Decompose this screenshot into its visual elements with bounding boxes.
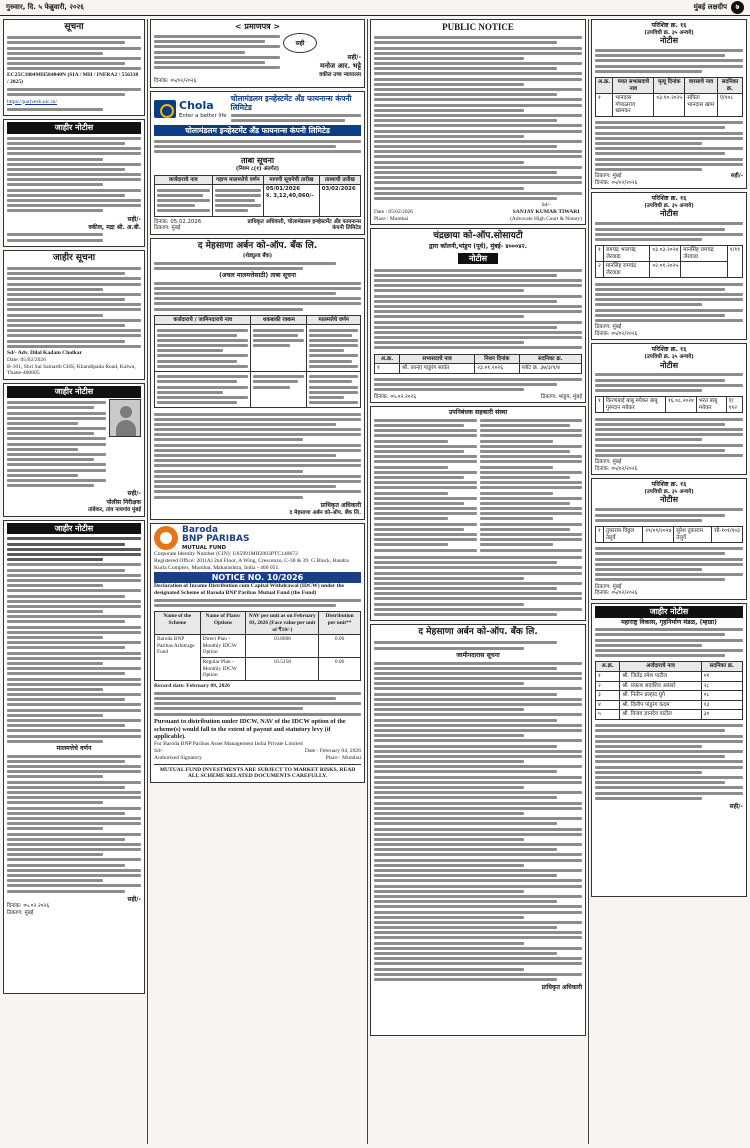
- notice-title: नोटीस: [659, 36, 679, 46]
- baroda-notice-number: NOTICE NO. 10/2026: [154, 572, 361, 584]
- police-station: तांबेकर, तांव नायगांव मुंबई: [88, 506, 141, 513]
- table-row: Regular Plan - Monthly IDCW Option 10.5158 0.06: [155, 658, 361, 681]
- page-header: [0, 0, 750, 16]
- chola-logo: Chola Enter a better life: [154, 99, 227, 119]
- column-rule: [147, 19, 148, 1144]
- chola-band: चोलामंडलम इन्व्हेस्टमेंट अँड फायनान्स कंपनी लिमिटेड: [154, 125, 361, 136]
- mutual-fund-disclaimer: MUTUAL FUND INVESTMENTS ARE SUBJECT TO MARKET RISKS, READ ALL SCHEME RELATED DOCUMENTS CAREFULLY.: [154, 764, 361, 781]
- mehsana-bank-title: द मेहसाणा अर्बन को-ऑप. बँक लि.: [197, 240, 318, 251]
- notice-title: जाहीर नोटीस: [7, 523, 141, 535]
- table-header-row: Name of the Scheme Name of Plans/ Options NAV per unit as on February 03, 2026 (Face value per unit of ₹10/-) Distribution per unit**: [155, 612, 361, 635]
- table-row: ५ श्री. विजय ज्ञानदेव पाटील ३०: [596, 710, 743, 720]
- chola-rule: (नियम ८(१) अंतर्गत): [235, 166, 280, 173]
- notice-date: दिनांक: ०५/०२/२०२६: [154, 78, 197, 85]
- chola-signatory: प्राधिकृत अधिकारी, चोलामंडलम इन्व्हेस्टमेंट अँड फायनान्स कंपनी लिमिटेड: [247, 218, 361, 232]
- table-header-row: अ.क्र. सभासदाचे नाव निधन दिनांक सदनिका क्र.: [375, 354, 582, 364]
- deceased-member-table: [595, 77, 743, 117]
- notice-title: जाहीर नोटीस: [7, 386, 141, 398]
- society-table: [374, 354, 582, 374]
- notice-title: नोटीस: [458, 253, 498, 265]
- advocate-role: वकील, मद्रा श्री. अ.बी.: [88, 223, 141, 231]
- mehsana-sub: (शेड्युल्ड बँक): [242, 252, 273, 259]
- table-row: १ किरणबाई बाबू मयेकर बाबू गुरूदान मयेकर १६.०८.२०२४ भरत बाबू मयेकर ए/११२: [596, 397, 743, 413]
- table-row: १ श्री. कान्हा पाडुरंग सावंत २३.०१.२०२६ प्लॉट क्र. ३७/३/९/४: [375, 364, 582, 374]
- mhada-table: [595, 661, 743, 720]
- baroda-date: Date : February 04, 2026: [304, 748, 361, 755]
- chandrachhaya-society-notice: [370, 228, 586, 403]
- public-notice: PUBLIC NOTICE Date : 05/02/2026 Place : Mumbai Sd/- SANJAY KUMAR TIWARI (Advocate High Court & Notary): [370, 19, 586, 225]
- baroda-office: Registered Office: 201(A) 2nd Floor, A Wing, Crescenzo, C-38 & 39, G Block, Bandra Kurla Complex, Mumbai, Maharashtra, India - 400 051.: [154, 557, 349, 571]
- notice-title: जाहीर सूचना: [52, 252, 96, 263]
- baroda-cin: Corporate Identity Number (CIN): U65991MH2003PTC140672: [154, 551, 298, 558]
- table-header-row: अ.क्र. अर्जदाराचे नाव सदनिका क्र.: [596, 662, 743, 672]
- chola-possession-notice: [150, 91, 365, 235]
- notice-place: Place : Mumbai: [374, 215, 409, 222]
- mhada-notice: [591, 603, 747, 897]
- table-row: [155, 372, 361, 408]
- column-1: [3, 19, 145, 1144]
- column-rule: [588, 19, 589, 1144]
- table-row: १ श्री. जितेंद्र रमेश पाटील ०१: [596, 672, 743, 682]
- baroda-logo: Baroda BNP PARIBAS MUTUAL FUND: [154, 526, 361, 551]
- baroda-table: [154, 611, 361, 680]
- chola-table: [154, 175, 361, 217]
- notice-date: दिनांक: 05.02.2026: [154, 218, 202, 225]
- police-signature: सही/-: [127, 490, 141, 498]
- mehsana-signatory: प्राधिकृत अधिकारी: [320, 501, 361, 509]
- baroda-place: Place : Mumbai: [325, 754, 361, 761]
- table-row: ३ श्री. नितीन प्रल्हाद घुगे ०८: [596, 691, 743, 701]
- column-rule: [367, 19, 368, 1144]
- column-4: [591, 19, 747, 1144]
- ec-reference: EC25C3804MH584840N (SIA / MH / INFRA2 / 556338 / 2025): [7, 72, 139, 86]
- notice-title: नोटीस: [659, 360, 679, 370]
- table-header-row: कर्जदाराचे नाव गहाण मालमत्तेचे वर्णन मागणी सूचनेची तारीख ताब्याची तारीख: [155, 175, 361, 185]
- notice-title: जाहीर नोटीस: [595, 606, 743, 618]
- signatory: Sd/- Adv. Dilal Kadam Cholkar: [7, 349, 83, 356]
- society-address: द्वारा कॉलनी,भांडुप (पूर्व), मुंबई- ४०००४२.: [428, 243, 528, 251]
- column-2: [150, 19, 365, 1144]
- baroda-authorised-signatory: Authorised Signatory: [154, 754, 203, 761]
- advocate-signature: सही/-: [347, 53, 361, 61]
- society-notice-1: परिशिष्ट क्र. १६ (उपविधी क्र. ३५ अन्वये) नोटीस अ.क्र. मयत सभासदाचे नाव मृत्यू दिनांक वारसाचे नाव सदनिका क्र. १ भानदास गोपाळराव खामकर ०३.१०.२०२५ सविता भानदास खाम ए/१०८ ठिकाण: मुंबई दिनांक: ०५/०२/२०२६ सही/-: [591, 19, 747, 189]
- table-row: १ भानदास गोपाळराव खामकर ०३.१०.२०२५ सविता भानदास खाम ए/१०८: [596, 94, 743, 117]
- advocate-role: वकील उच्च न्यायालय: [319, 71, 361, 78]
- table-row: २ श्री. प्रकाश सदाशिव अवसरे २८: [596, 681, 743, 691]
- notice-title: जाहीर नोटीस: [7, 122, 141, 134]
- police-role: पोलीस निरीक्षक: [106, 498, 141, 506]
- society-notice-4: परिशिष्ट क्र. १६ (उपविधी क्र. ३५ अन्वये) नोटीस १ तुकाराम विठ्ठल तेलुर्वे २९/०९/२०२४ सुरेश तुकाराम तेलुर्वे सी-१०१/१०३ ठिकाण: मुंबई दिनांक: ०५/०२/२०२६: [591, 478, 747, 600]
- notice-title: उपनिबंधक सहकारी संस्था: [448, 409, 508, 417]
- notice-place: ठिकाण: मुंबई: [7, 909, 34, 916]
- column-3: [370, 19, 586, 1144]
- page-number: ७: [731, 1, 744, 14]
- chola-logo-icon: [154, 100, 176, 118]
- notice-pramanpatra: [150, 19, 365, 88]
- table-row: 05/01/2026 रु. 3,12,40,060/- 03/02/2026: [155, 185, 361, 216]
- mehsana-notice-type: जामीनदारास सूचना: [456, 651, 500, 659]
- table-header-row: कर्जदाराचे / जामिनदाराचे नाव थकबाकी रक्कम मालमत्तेचे वर्णन: [155, 315, 361, 325]
- deceased-member-table: [595, 245, 743, 278]
- mhada-title: महाराष्ट्र विकास, गृहनिर्माण मंडळ, (म्हाडा): [621, 618, 717, 626]
- advocate-name: मनोज आर. भट्टे: [320, 62, 361, 71]
- baroda-declaration: Declaration of Income Distribution cum Capital Withdrawal (IDCW) under the designated Scheme of Baroda BNP Paribas Mutual Fund (the Fund): [154, 583, 345, 597]
- notice-jaher-2: [3, 383, 145, 516]
- notice-title: नोटीस: [659, 209, 679, 219]
- table-row: २ मानसिंह रामचंद्र जेरवाडा ०२.०१.२०२५: [596, 262, 743, 278]
- signatory-address: B-101, Shri Sai Samarth CHS, Khandipada Road, Kalwa, Thane-400605: [7, 363, 136, 377]
- notice-place: ठिकाण: मुंबई: [154, 225, 181, 232]
- signatory-date: Date: 05/02/2026: [7, 356, 46, 363]
- notice-date: दिनांक: ०५.०२.२०२६: [7, 903, 50, 910]
- table-row: १ तुकाराम विठ्ठल तेलुर्वे २९/०९/२०२४ सुरेश तुकाराम तेलुर्वे सी-१०१/१०३: [596, 526, 743, 542]
- society-name: चंद्रछाया को-ऑप.सोसायटी: [433, 231, 523, 242]
- mehsana-signatory: प्राधिकृत अधिकारी: [541, 984, 582, 992]
- mehsana-table: [154, 315, 361, 409]
- table-row: १ रामचंद्र भालचंद्र जेरवाडा ०३.०३.२०२४ मानसिंह रामचंद्र जेरवाडा १/११: [596, 246, 743, 262]
- table-header-row: अ.क्र. मयत सभासदाचे नाव मृत्यू दिनांक वारसाचे नाव सदनिका क्र.: [596, 78, 743, 94]
- notice-date: Date : 05/02/2026: [374, 208, 413, 215]
- notice-jaher-3: [3, 520, 145, 994]
- advocate-role: (Advocate High Court & Notary): [510, 215, 582, 222]
- chola-notice-title: ताबा सूचना: [240, 155, 275, 165]
- mehsana-possession-notice: [150, 238, 365, 520]
- baroda-pursuant: Pursuant to distribution under IDCW, NAV of the IDCW option of the scheme(s) would fall to the extent of payout and statutory levy (if applicable).: [154, 717, 346, 741]
- baroda-bnp-notice: Baroda BNP PARIBAS MUTUAL FUND Corporate Identity Number (CIN): U65991MH2003PTC140672 Registered Office: 201(A) 2nd Floor, A Wing, Crescenzo, C-38 & 39, G Block, Bandra Kurla Complex, Mumbai, Maharashtra, India - 400 051. NOTICE NO. 10/2026 Declaration of Income Distribution cum Capital Withdrawal (IDCW) under the designated Scheme of Baroda BNP Paribas Mutual Fund (the Fund) Name of the Scheme Name of Plans/ Options NAV per unit as on February 03, 2026 (Face value per unit of ₹10/-) Distribution per unit** Baroda BNP Paribas Arbitrage Fund Direct Plan - Monthly IDCW Option 10.8006 0.06 Regular Plan - Monthly IDCW Option 10.5158 0.06 Record date: February 09, 2026 Pursuant to distribution under IDCW, NAV of the IDCW option of the scheme(s) would fall to the extent of payout and statutory levy (if applicable). For Baroda BNP Paribas Asset Management India Private Limited Sd/- Authorised Signatory Date : February 04, 2026 Place : Mumbai MUTUAL FUND INVESTMENTS ARE SUBJECT TO MARKET RISKS, READ ALL SCHEME RELATED DOCUMENTS CAREFULLY.: [150, 523, 365, 784]
- mehsana-signatory-bank: द मेहसाणा अर्बन को-ऑप. बँक लि.: [289, 510, 361, 517]
- deceased-member-table: [595, 526, 743, 543]
- mehsana-bank-title: द मेहसाणा अर्बन को-ऑप. बँक लि.: [418, 627, 538, 638]
- notice-date: दिनांक: ०५.०२.२०२६: [374, 393, 417, 400]
- missing-person-photo: [109, 399, 141, 437]
- notice-title: नोटीस: [659, 495, 679, 505]
- notice-title: < प्रमाणपत्र >: [234, 22, 281, 31]
- baroda-record-date: Record date: February 09, 2026: [154, 682, 230, 689]
- advocate-name: SANJAY KUMAR TIWARI: [512, 208, 580, 215]
- notice-suchana: [3, 19, 145, 116]
- table-row: Baroda BNP Paribas Arbitrage Fund Direct Plan - Monthly IDCW Option 10.8006 0.06: [155, 635, 361, 658]
- advocate-stamp: सही: [283, 33, 317, 53]
- header-date: गुरुवार, दि. ५ फेब्रुवारी, २०२६: [6, 3, 84, 12]
- baroda-logo-icon: [154, 526, 178, 550]
- table-row: ४ श्री. दिलीप पांडुरंग कदम १३: [596, 700, 743, 710]
- notice-jaher-1: [3, 119, 145, 247]
- mehsana-guarantor-notice: [370, 624, 586, 1036]
- mehsana-notice-type: (अचल मालमत्तेसाठी) ताबा सूचना: [219, 271, 296, 279]
- parivesh-link[interactable]: https://parivesh.nic.in/: [7, 98, 58, 105]
- notice-title: सूचना: [64, 22, 84, 32]
- property-heading: मालमत्तेचे वर्णन: [56, 744, 92, 752]
- society-notice-3: परिशिष्ट क्र. १६ (उपविधी क्र. ३५ अन्वये) नोटीस १ किरणबाई बाबू मयेकर बाबू गुरूदान मयेकर १६.०८.२०२४ भरत बाबू मयेकर ए/११२ ठिकाण: मुंबई दिनांक: ०५/०२/२०२६: [591, 343, 747, 475]
- chola-company-name: चोलामंडलम इन्व्हेस्टमेंट अँड फायनान्स कंपनी लिमिटेड: [230, 93, 352, 112]
- table-row: [155, 325, 361, 372]
- deceased-member-table: [595, 396, 743, 413]
- notice-title: PUBLIC NOTICE: [442, 22, 514, 32]
- registrar-notice: [370, 406, 586, 621]
- advocate-signature: सही/-: [127, 215, 141, 223]
- mhada-signature: सही/-: [729, 802, 743, 810]
- society-notice-2: परिशिष्ट क्र. १६ (उपविधी क्र. ३५ अन्वये) नोटीस १ रामचंद्र भालचंद्र जेरवाडा ०३.०३.२०२४ मानसिंह रामचंद्र जेरवाडा १/११ २ मानसिंह रामचंद्र जेरवाडा ०२.०१.२०२५ ठिकाण: मुंबई दिनांक: ०५/०२/२०२६: [591, 192, 747, 340]
- notice-place: ठिकाण: भांडुप, मुंबई: [541, 393, 582, 400]
- notice-jaher-suchana: [3, 250, 145, 380]
- header-masthead: मुंबई लक्षदीप ७: [694, 1, 744, 14]
- notice-signature: सही/-: [127, 895, 141, 903]
- baroda-for: For Baroda BNP Paribas Asset Management India Private Limited: [154, 741, 303, 748]
